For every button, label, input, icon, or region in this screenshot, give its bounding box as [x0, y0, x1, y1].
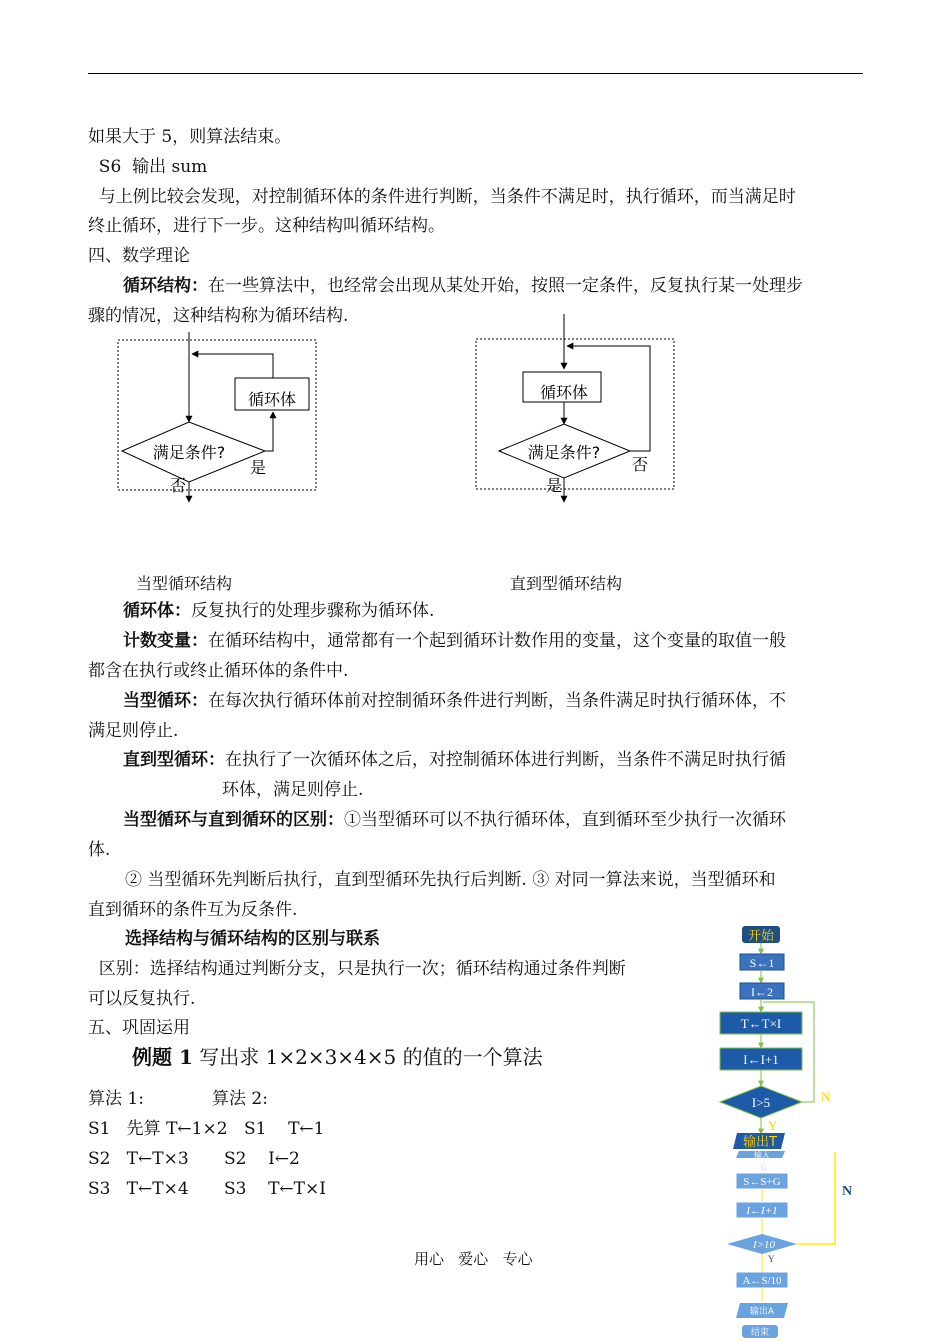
example-label: 例题 1 [132, 1045, 193, 1069]
loop-back-line [797, 1152, 835, 1244]
definition: ①当型循环可以不执行循环体，直到循环至少执行一次循环 [344, 810, 786, 830]
example-title [132, 1044, 543, 1070]
section-heading: 五、巩固运用 [88, 1018, 190, 1038]
output-label: 输出T [743, 1135, 777, 1150]
condition-label: 满足条件? [527, 443, 601, 462]
definition: 在每次执行循环体前对控制循环条件进行判断，当条件满足时执行循环体，不 [208, 691, 786, 711]
decision-label: I>10 [752, 1239, 776, 1251]
input-label: 输入 [754, 1151, 770, 1160]
output-label: 输出A [749, 1307, 775, 1317]
yes-label: 是 [250, 458, 267, 477]
definition: 在循环结构中，通常都有一个起到循环计数作用的变量，这个变量的取值一般 [208, 631, 786, 651]
page-footer: 用心 爱心 专心 [414, 1250, 533, 1268]
yes-branch-label: Y [768, 1254, 775, 1264]
subheading: 选择结构与循环结构的区别与联系 [125, 929, 380, 949]
definition: 在一些算法中，也经常会出现从某处开始，按照一定条件，反复执行某一处理步 [208, 276, 803, 296]
algorithm-step: S1 T←1 [244, 1119, 325, 1139]
process-label: S←1 [749, 956, 775, 970]
process-label: I←I+1 [743, 1052, 779, 1067]
diagram-caption: 当型循环结构 [136, 574, 233, 593]
text-line: ② 当型循环先判断后执行，直到型循环先执行后判断. ③ 对同一算法来说，当型循环和 [125, 870, 776, 890]
text-line: 体. [88, 840, 111, 860]
condition-label: 满足条件? [152, 443, 226, 462]
end-label: 结束 [750, 1328, 770, 1338]
algorithm-step: S1 先算 T←1×2 [88, 1119, 228, 1139]
no-branch-label: N [842, 1184, 853, 1199]
header-rule [88, 73, 863, 74]
text-line: 区别：选择结构通过判断分支，只是执行一次；循环结构通过条件判断 [88, 959, 626, 979]
text-line: 可以反复执行. [88, 989, 196, 1009]
term: 当型循环与直到循环的区别： [123, 810, 344, 830]
text-line: S6 输出 sum [88, 157, 208, 177]
diagram-caption: 直到型循环结构 [510, 574, 623, 593]
text-line: 直到循环的条件互为反条件. [88, 900, 298, 920]
no-label: 否 [632, 455, 649, 474]
text-line: 满足则停止. [88, 721, 179, 741]
text-line: 都含在执行或终止循环体的条件中. [88, 661, 349, 681]
section-heading: 四、数学理论 [88, 246, 190, 266]
term: 直到型循环： [123, 750, 225, 770]
yes-branch-label: Y [768, 1118, 778, 1133]
loop-body-label: 循环体 [539, 383, 589, 402]
term: 循环结构： [123, 276, 208, 296]
input-var-label: G [761, 1163, 767, 1172]
algorithm-step: S3 T←T×4 [88, 1179, 189, 1199]
decision-label: I>5 [751, 1095, 771, 1110]
yes-label: 是 [546, 476, 563, 495]
definition-line [123, 690, 786, 712]
no-branch-label: N [821, 1089, 831, 1104]
start-label: 开始 [747, 929, 775, 944]
process-label: A←S/10 [742, 1275, 782, 1287]
text-line: 环体，满足则停止. [222, 780, 364, 800]
algorithm-heading: 算法 2: [212, 1089, 268, 1109]
definition: 在执行了一次循环体之后，对控制循环体进行判断，当条件不满足时执行循 [225, 750, 786, 770]
algorithm-heading: 算法 1: [88, 1089, 144, 1109]
term: 计数变量： [123, 631, 208, 651]
text-line: 如果大于 5，则算法结束。 [88, 127, 292, 147]
algorithm-step: S2 T←T×3 [88, 1149, 189, 1169]
algorithm-step: S2 I←2 [224, 1149, 300, 1169]
algorithm-step: S3 T←T×I [224, 1179, 326, 1199]
process-label: T←T×I [740, 1016, 782, 1031]
no-label: 否 [170, 476, 187, 495]
definition-line [123, 630, 786, 652]
definition-line [123, 809, 786, 831]
definition-line [123, 600, 434, 622]
while-loop-diagram [110, 332, 330, 504]
process-label: S←S+G [743, 1176, 781, 1188]
process-label: I←I+1 [746, 1205, 778, 1217]
term: 当型循环： [123, 691, 208, 711]
loop-body-label: 循环体 [247, 390, 297, 409]
text-line: 骤的情况，这种结构称为循环结构. [88, 306, 349, 326]
definition-line [123, 275, 803, 297]
term: 循环体： [123, 601, 191, 621]
process-label: I←2 [751, 985, 773, 999]
definition-line [123, 749, 786, 771]
until-loop-diagram [470, 314, 685, 504]
example-text: 写出求 1×2×3×4×5 的值的一个算法 [192, 1045, 543, 1069]
definition: 反复执行的处理步骤称为循环体. [191, 601, 435, 621]
example-flowchart [710, 922, 860, 1342]
text-line: 与上例比较会发现，对控制循环体的条件进行判断，当条件不满足时，执行循环，而当满足时 [88, 187, 796, 207]
text-line: 终止循环，进行下一步。这种结构叫循环结构。 [88, 216, 445, 236]
